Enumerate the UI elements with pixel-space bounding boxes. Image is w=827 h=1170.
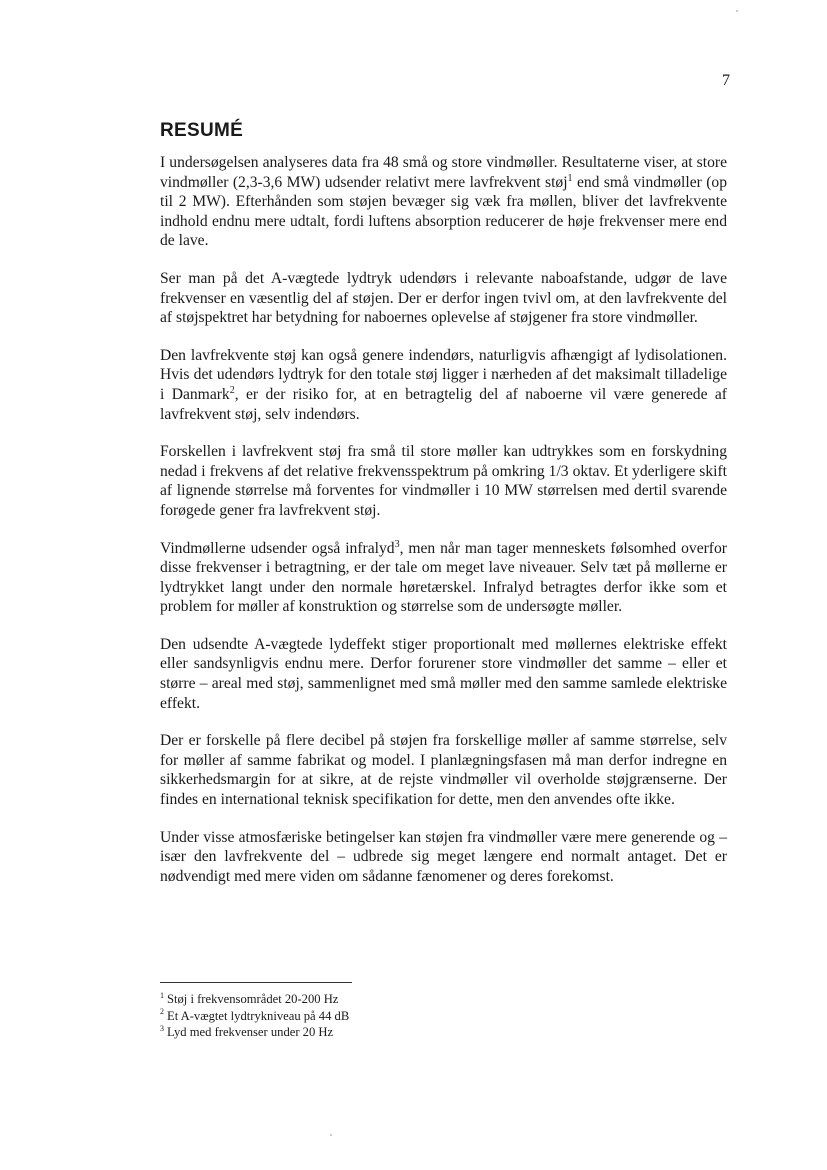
footnote-mark: 3: [160, 1023, 164, 1033]
scan-speck: [736, 10, 738, 12]
paragraph-text: , er der risiko for, at en betragtelig del af naboerne vil være generede af lavfrekvent støj, selv indendørs.: [160, 385, 727, 423]
body-paragraph: [160, 828, 727, 887]
footnote-item: [160, 1008, 727, 1025]
scan-speck: [330, 1134, 332, 1136]
footnote-text: Lyd med frekvenser under 20 Hz: [167, 1025, 334, 1039]
body-paragraph: [160, 539, 727, 617]
paragraph-text: Forskellen i lavfrekvent støj fra små til store møller kan udtrykkes som en forskydning nedad i frekvens af det relative frekvensspektrum på omkring 1/3 oktav. Et yderligere skift af lignende størrelse må forventes for vindmøller i 10 MW størrelsen med dertil svarende forøgede gener fra lavfrekvent støj.: [160, 443, 727, 519]
body-paragraph: [160, 269, 727, 328]
footnote-text: Støj i frekvensområdet 20-200 Hz: [167, 992, 339, 1006]
paragraph-text: , men når man tager menneskets følsomhed overfor disse frekvenser i betragtning, er der tale om meget lave niveauer. Selv tæt på møllerne er lydtrykket langt under den normale høretærskel. Infralyd betragtes derfor ikke som et problem for møller af konstruktion og størrelse som de undersøgte møller.: [160, 539, 727, 616]
paragraph-text: end små vindmøller (op til 2 MW). Efterhånden som støjen bevæger sig væk fra møllen, bliver det lavfrekvente indhold endnu mere udtalt, fordi luftens absorption reducerer de høje frekvenser mere end de lave.: [160, 173, 728, 250]
footnote-reference: 2: [229, 384, 235, 396]
body-paragraph: [160, 442, 727, 520]
footnote-mark: 2: [160, 1007, 164, 1017]
body-paragraph: [160, 346, 727, 424]
footnote-reference: 3: [394, 538, 400, 550]
body-paragraphs: [160, 153, 727, 886]
footnote-divider: [160, 982, 352, 983]
footnote-reference: 1: [567, 172, 573, 184]
body-paragraph: [160, 731, 727, 809]
body-paragraph: [160, 635, 727, 713]
page-number: 7: [722, 72, 730, 89]
paragraph-text: Der er forskelle på flere decibel på støjen fra forskellige møller af samme størrelse, selv for møller af samme fabrikat og model. I planlægningsfasen må man derfor indregne en sikkerhedsmargin for at sikre, at de rejste vindmøller vil overholde støjgrænserne. Der findes en international teknisk specifikation for dette, men den anvendes ofte ikke.: [160, 732, 727, 809]
footnote-item: [160, 991, 727, 1008]
paragraph-text: Vindmøllerne udsender også infralyd: [160, 539, 395, 557]
footnote-mark: 1: [160, 990, 164, 1000]
paragraph-text: Under visse atmosfæriske betingelser kan støjen fra vindmøller være mere generende og – især den lavfrekvente del – udbrede sig meget længere end normalt antaget. Det er nødvendigt med mere viden om sådanne fænomener og deres forekomst.: [160, 828, 727, 885]
footnote-text: Et A-vægtet lydtrykniveau på 44 dB: [167, 1008, 350, 1023]
paragraph-text: I undersøgelsen analyseres data fra 48 små og store vindmøller. Resultaterne viser, at store vindmøller (2,3-3,6 MW) udsender relativt mere lavfrekvent støj: [160, 154, 727, 191]
footnote-item: [160, 1024, 727, 1041]
paragraph-text: Ser man på det A-vægtede lydtryk udendørs i relevante naboafstande, udgør de lave frekvenser en væsentlig del af støjen. Der er derfor ingen tvivl om, at den lavfrekvente del af støjspektret har betydning for naboernes oplevelse af støjgener fra store vindmøller.: [160, 269, 727, 327]
body-paragraph: [160, 153, 727, 251]
paragraph-text: Den lavfrekvente støj kan også genere indendørs, naturligvis afhængigt af lydisolationen. Hvis det udendørs lydtryk for den totale støj ligger i nærheden af det maksimalt tilladelige i Danmark: [160, 346, 727, 403]
paragraph-text: Den udsendte A-vægtede lydeffekt stiger proportionalt med møllernes elektriske effekt eller sandsynligvis endnu mere. Derfor forurener store vindmøller det samme – eller et større – areal med støj, sammenlignet med små møller med den samme samlede elektriske effekt.: [160, 635, 727, 712]
footnotes: [160, 991, 727, 1041]
main-content: [160, 120, 727, 904]
section-heading: RESUMÉ: [160, 120, 244, 141]
